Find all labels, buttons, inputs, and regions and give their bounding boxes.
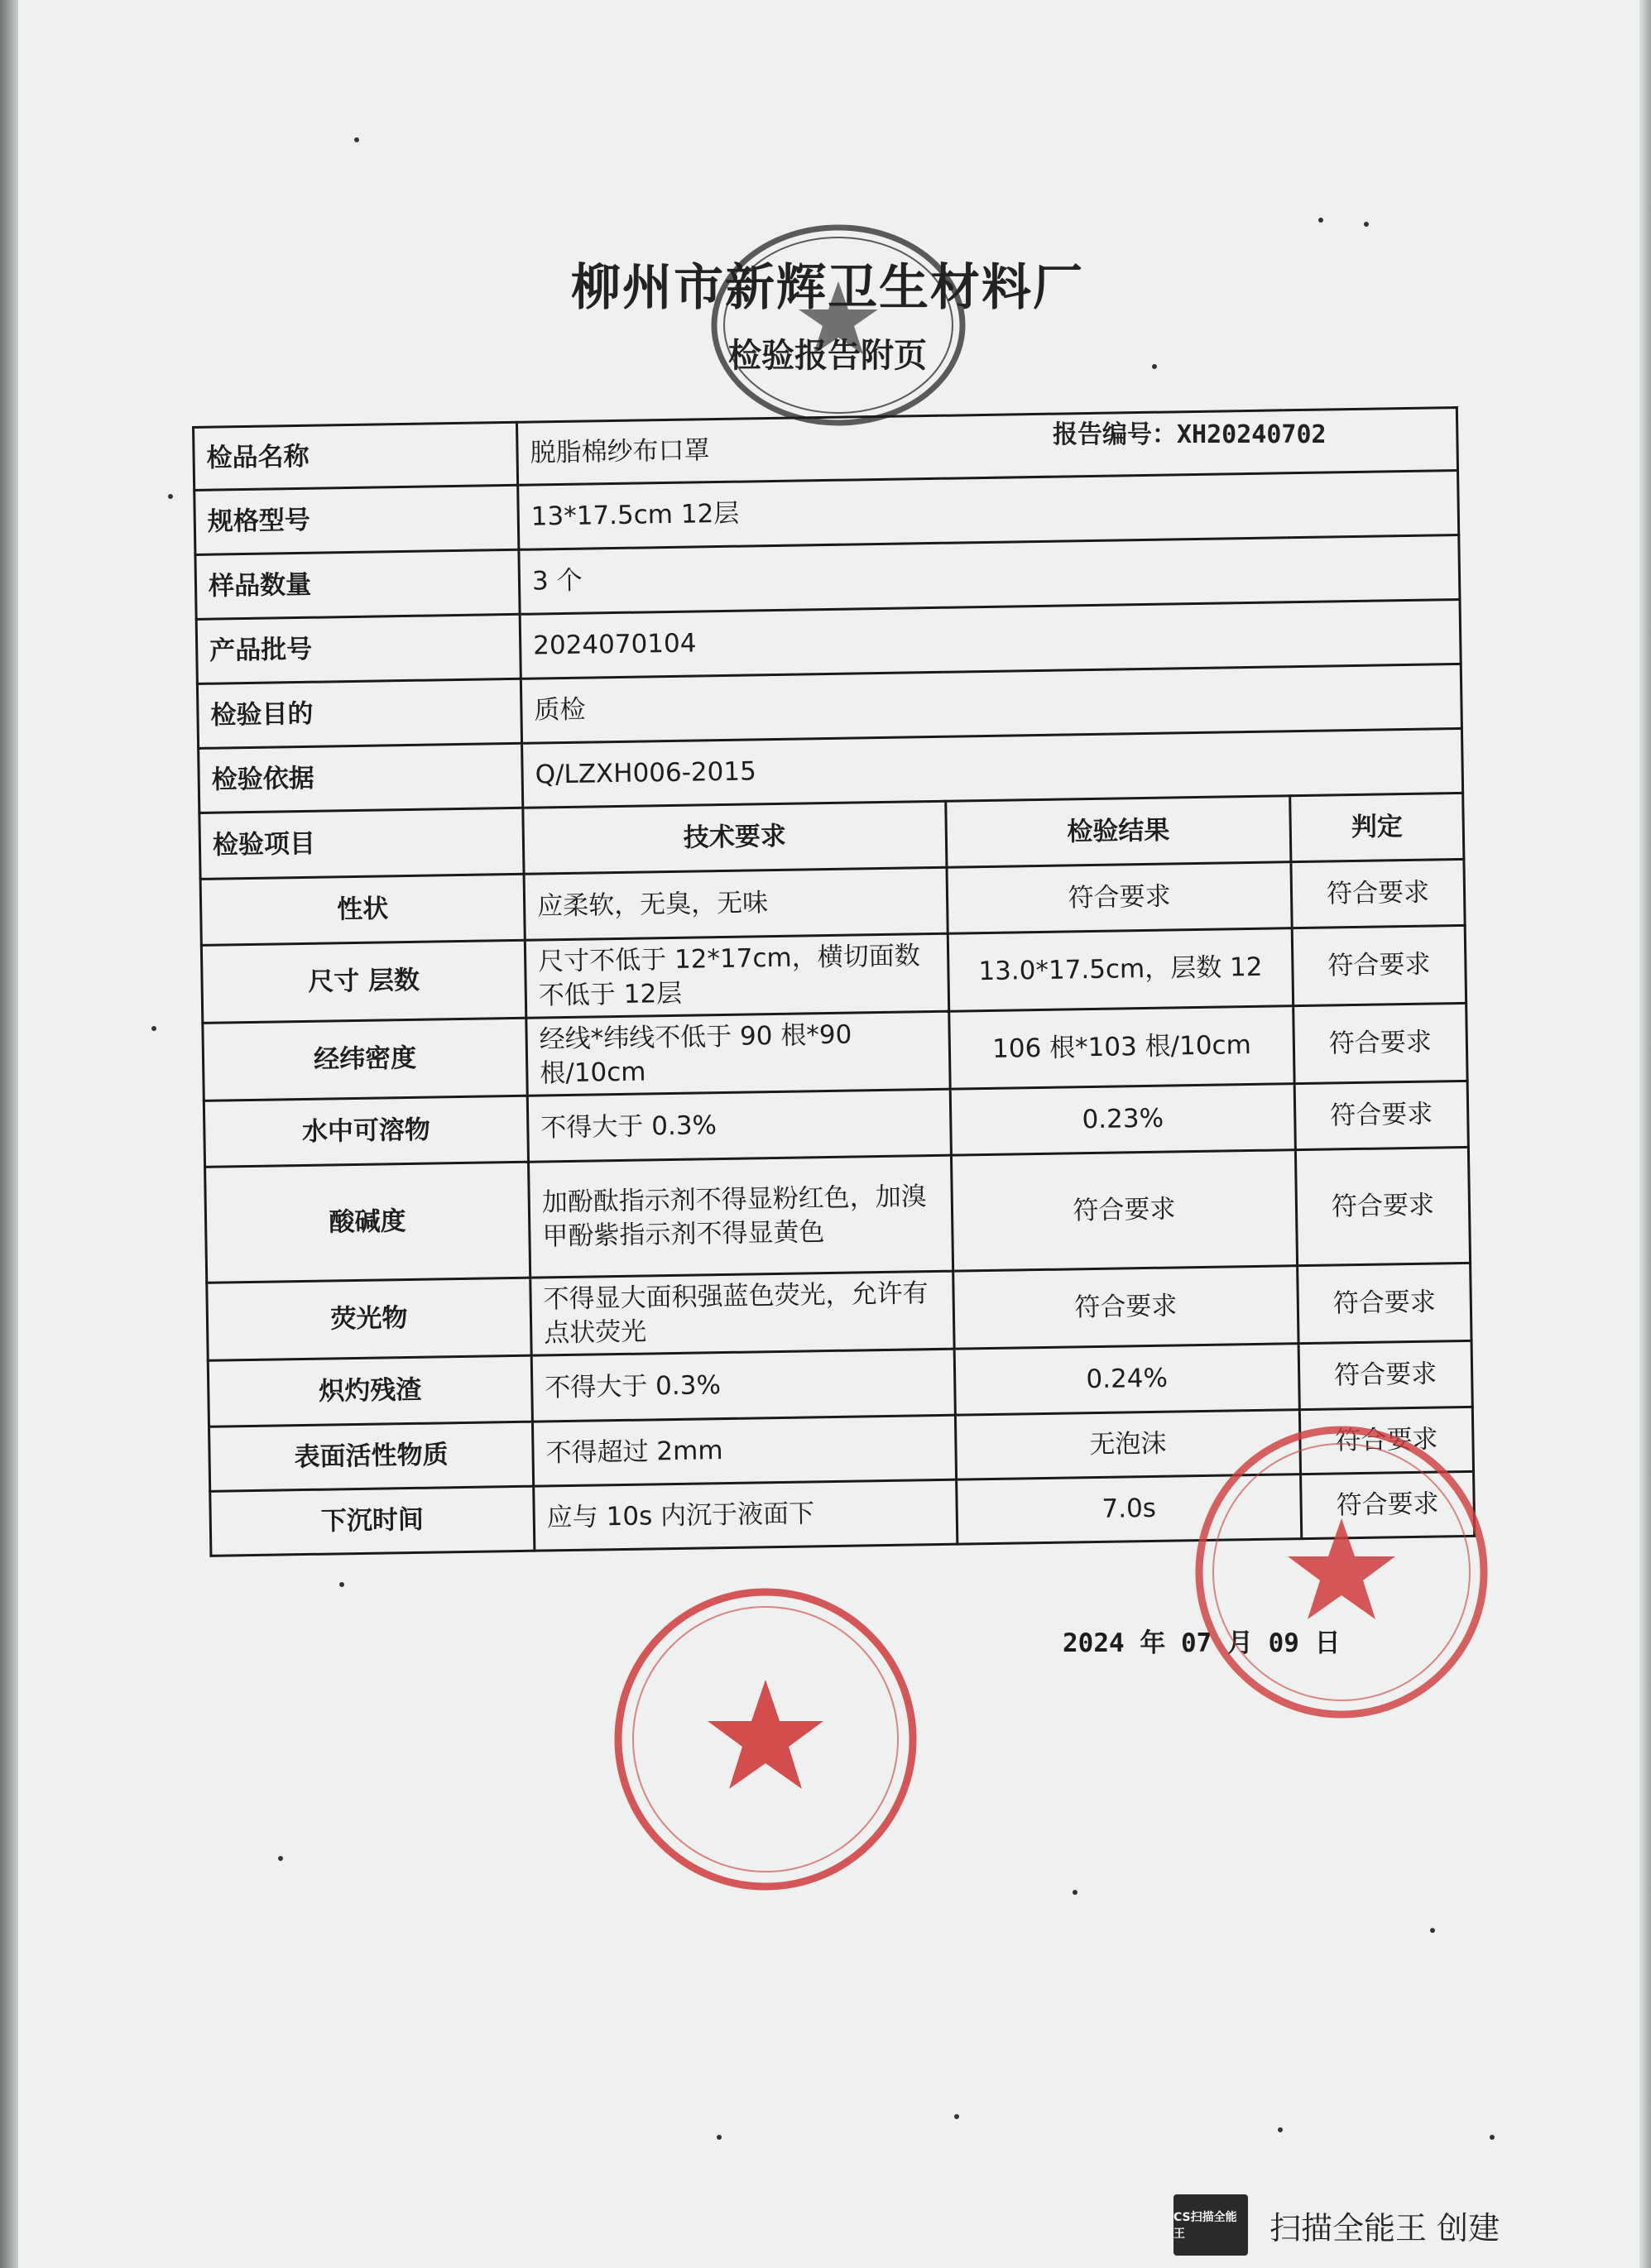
scanner-watermark (1173, 2194, 1500, 2256)
scan-left-edge (0, 0, 18, 2268)
scanner-logo-icon (1173, 2194, 1248, 2256)
speck (717, 2135, 722, 2140)
test-item: 尺寸 层数 (201, 940, 526, 1023)
report-subtitle: 检验报告附页 (728, 336, 927, 375)
scanner-logo-text: CS扫描全能王 (1173, 2211, 1237, 2241)
test-judgement: 符合要求 (1294, 1081, 1468, 1149)
info-label: 样品数量 (195, 549, 520, 619)
test-row (205, 1147, 1471, 1283)
info-label: 规格型号 (194, 485, 519, 554)
test-result: 0.24% (954, 1344, 1299, 1416)
quality-seal (1188, 1419, 1495, 1725)
test-requirement: 应柔软，无臭，无味 (524, 867, 948, 940)
speck (1490, 2135, 1495, 2140)
speck (339, 1582, 344, 1587)
test-judgement: 符合要求 (1293, 1003, 1467, 1083)
report-number-label: 报告编号： (1053, 420, 1177, 449)
speck (151, 1026, 156, 1031)
test-result: 13.0*17.5cm，层数 12 (948, 928, 1293, 1012)
speck (1278, 2127, 1283, 2132)
header-item: 检验项目 (199, 808, 524, 879)
test-judgement: 符合要求 (1295, 1147, 1470, 1265)
test-result: 无泡沫 (955, 1410, 1300, 1480)
speck (1073, 1890, 1077, 1895)
report-date: 2024 年 07 月 09 日 (1063, 1628, 1341, 1658)
header-result: 检验结果 (946, 796, 1291, 868)
test-item: 下沉时间 (210, 1486, 535, 1556)
header-requirement: 技术要求 (523, 801, 947, 874)
scanner-text: 扫描全能王 创建 (1269, 2209, 1500, 2246)
test-judgement: 符合要求 (1299, 1407, 1473, 1474)
test-judgement: 符合要求 (1291, 859, 1465, 928)
test-requirement: 不得超过 2mm (532, 1415, 956, 1486)
test-judgement: 符合要求 (1298, 1263, 1471, 1343)
test-judgement: 符合要求 (1298, 1340, 1472, 1409)
test-result: 7.0s (957, 1474, 1302, 1545)
speck (1318, 218, 1323, 223)
report-number-value: XH20240702 (1177, 420, 1327, 449)
speck (278, 1856, 283, 1861)
test-item: 表面活性物质 (209, 1422, 533, 1491)
test-requirement: 应与 10s 内沉于液面下 (534, 1479, 957, 1551)
test-requirement: 不得大于 0.3% (527, 1089, 951, 1162)
info-label: 检验目的 (197, 678, 521, 748)
test-item: 炽灼残渣 (208, 1355, 532, 1426)
test-item: 经纬密度 (203, 1018, 527, 1100)
test-requirement: 经线*纬线不低于 90 根*90 根/10cm (526, 1011, 950, 1096)
info-label: 检验依据 (199, 743, 523, 813)
speck (168, 494, 173, 499)
test-result: 106 根*103 根/10cm (949, 1006, 1294, 1090)
test-requirement: 尺寸不低于 12*17cm，横切面数不低于 12层 (525, 933, 948, 1018)
info-value: 质检 (521, 664, 1461, 743)
speck (1152, 364, 1157, 369)
info-value: 脱脂棉纱布口罩 (516, 407, 1457, 485)
test-requirement: 加酚酞指示剂不得显粉红色，加溴甲酚紫指示剂不得显黄色 (529, 1155, 953, 1278)
info-value: 2024070104 (520, 599, 1461, 678)
info-label: 产品批号 (196, 614, 521, 683)
header-judgement: 判定 (1290, 793, 1464, 861)
scan-right-edge (1639, 0, 1651, 2268)
info-value: 3 个 (519, 535, 1460, 614)
test-item: 酸碱度 (205, 1162, 530, 1283)
test-item: 水中可溶物 (204, 1096, 528, 1167)
test-result: 符合要求 (951, 1150, 1297, 1272)
company-title: 柳州市新辉卫生材料厂 (571, 259, 1084, 317)
test-result: 符合要求 (953, 1266, 1298, 1350)
test-result: 符合要求 (947, 862, 1292, 934)
pharmacy-seal (608, 1582, 923, 1896)
info-label: 检品名称 (194, 422, 518, 490)
test-item: 荧光物 (207, 1278, 531, 1360)
test-requirement: 不得显大面积强蓝色荧光，允许有点状荧光 (530, 1271, 954, 1355)
info-value: 13*17.5cm 12层 (518, 470, 1459, 549)
info-value: Q/LZXH006-2015 (522, 728, 1463, 808)
speck (954, 2114, 959, 2119)
test-requirement: 不得大于 0.3% (531, 1349, 955, 1422)
test-result: 0.23% (950, 1084, 1295, 1156)
speck (1430, 1928, 1435, 1933)
test-item: 性状 (200, 874, 525, 945)
inspection-report-table (192, 406, 1476, 1557)
speck (1364, 222, 1369, 227)
inspection-seal (702, 213, 975, 437)
test-judgement: 符合要求 (1292, 925, 1466, 1005)
speck (354, 137, 359, 142)
test-judgement: 符合要求 (1301, 1471, 1475, 1538)
